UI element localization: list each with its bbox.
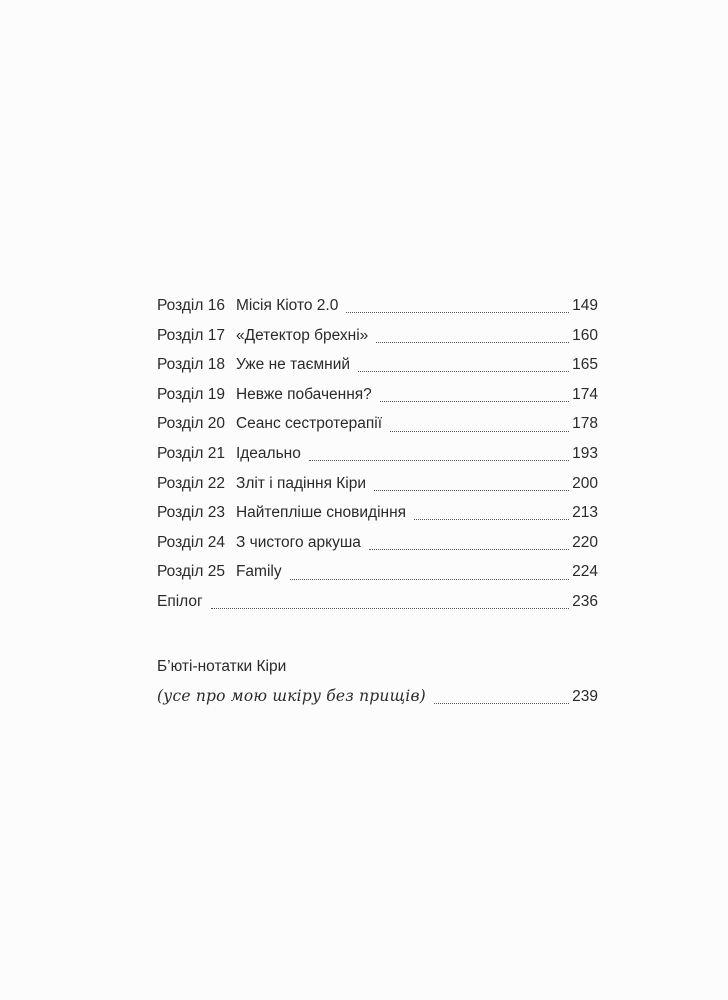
toc-entry-20[interactable] — [157, 409, 598, 439]
table-of-contents — [157, 291, 598, 617]
page-number: 160 — [572, 326, 598, 344]
chapter-number: Розділ 20 — [157, 415, 225, 433]
page-number: 239 — [572, 688, 598, 705]
section-entry — [157, 680, 598, 712]
dot-leader — [376, 342, 569, 343]
chapter-title: Місія Кіото 2.0 — [235, 297, 339, 314]
page-number: 200 — [572, 474, 598, 492]
section-subtitle: (усе про мою шкіру без прищів) — [157, 687, 426, 705]
chapter-number: Розділ 17 — [157, 326, 225, 344]
dot-leader — [346, 312, 569, 313]
dot-leader — [390, 431, 569, 432]
page-number: 174 — [572, 385, 598, 403]
chapter-number: Епілог — [157, 592, 203, 610]
dot-leader — [211, 608, 569, 609]
dot-leader — [414, 519, 569, 520]
dot-leader — [290, 579, 570, 580]
toc-entry-epilogue[interactable] — [157, 587, 598, 617]
toc-entry-18[interactable] — [157, 350, 598, 380]
dot-leader — [374, 490, 569, 491]
beauty-notes-section[interactable] — [157, 654, 598, 712]
chapter-title: Уже не таємний — [235, 356, 351, 374]
toc-entry-25[interactable] — [157, 557, 598, 587]
page-number: 236 — [572, 592, 598, 610]
dot-leader — [380, 401, 569, 402]
section-title: Б’юті-нотатки Кіри — [157, 658, 287, 675]
chapter-number: Розділ 19 — [157, 385, 225, 403]
chapter-title: Зліт і падіння Кіри — [235, 474, 367, 492]
chapter-number: Розділ 23 — [157, 504, 225, 522]
page-number: 224 — [572, 563, 598, 581]
chapter-title: Сеанс сестротерапії — [235, 415, 383, 433]
chapter-title: «Детектор брехні» — [235, 326, 369, 344]
chapter-title: З чистого аркуша — [235, 533, 361, 551]
page-number: 149 — [572, 297, 598, 314]
toc-entry-21[interactable] — [157, 439, 598, 469]
chapter-title: Невже побачення? — [235, 385, 372, 403]
dot-leader — [309, 460, 569, 461]
page-number: 165 — [572, 356, 598, 374]
toc-entry-22[interactable] — [157, 469, 598, 499]
chapter-number: Розділ 22 — [157, 474, 225, 492]
toc-entry-16[interactable] — [157, 291, 598, 321]
page-number: 220 — [572, 533, 598, 551]
page-number: 213 — [572, 504, 598, 522]
chapter-number: Розділ 24 — [157, 533, 225, 551]
page-number: 193 — [572, 444, 598, 462]
chapter-number: Розділ 16 — [157, 297, 225, 314]
chapter-number: Розділ 25 — [157, 563, 225, 581]
dot-leader — [369, 549, 569, 550]
chapter-number: Розділ 18 — [157, 356, 225, 374]
chapter-number: Розділ 21 — [157, 444, 225, 462]
chapter-title: Ідеально — [235, 444, 301, 462]
toc-entry-17[interactable] — [157, 321, 598, 351]
toc-entry-23[interactable] — [157, 498, 598, 528]
toc-entry-19[interactable] — [157, 380, 598, 410]
dot-leader — [358, 371, 569, 372]
dot-leader — [434, 703, 569, 704]
chapter-title: Найтепліше сновидіння — [235, 504, 407, 522]
chapter-title: Family — [235, 563, 282, 581]
page-number: 178 — [572, 415, 598, 433]
toc-entry-24[interactable] — [157, 528, 598, 558]
